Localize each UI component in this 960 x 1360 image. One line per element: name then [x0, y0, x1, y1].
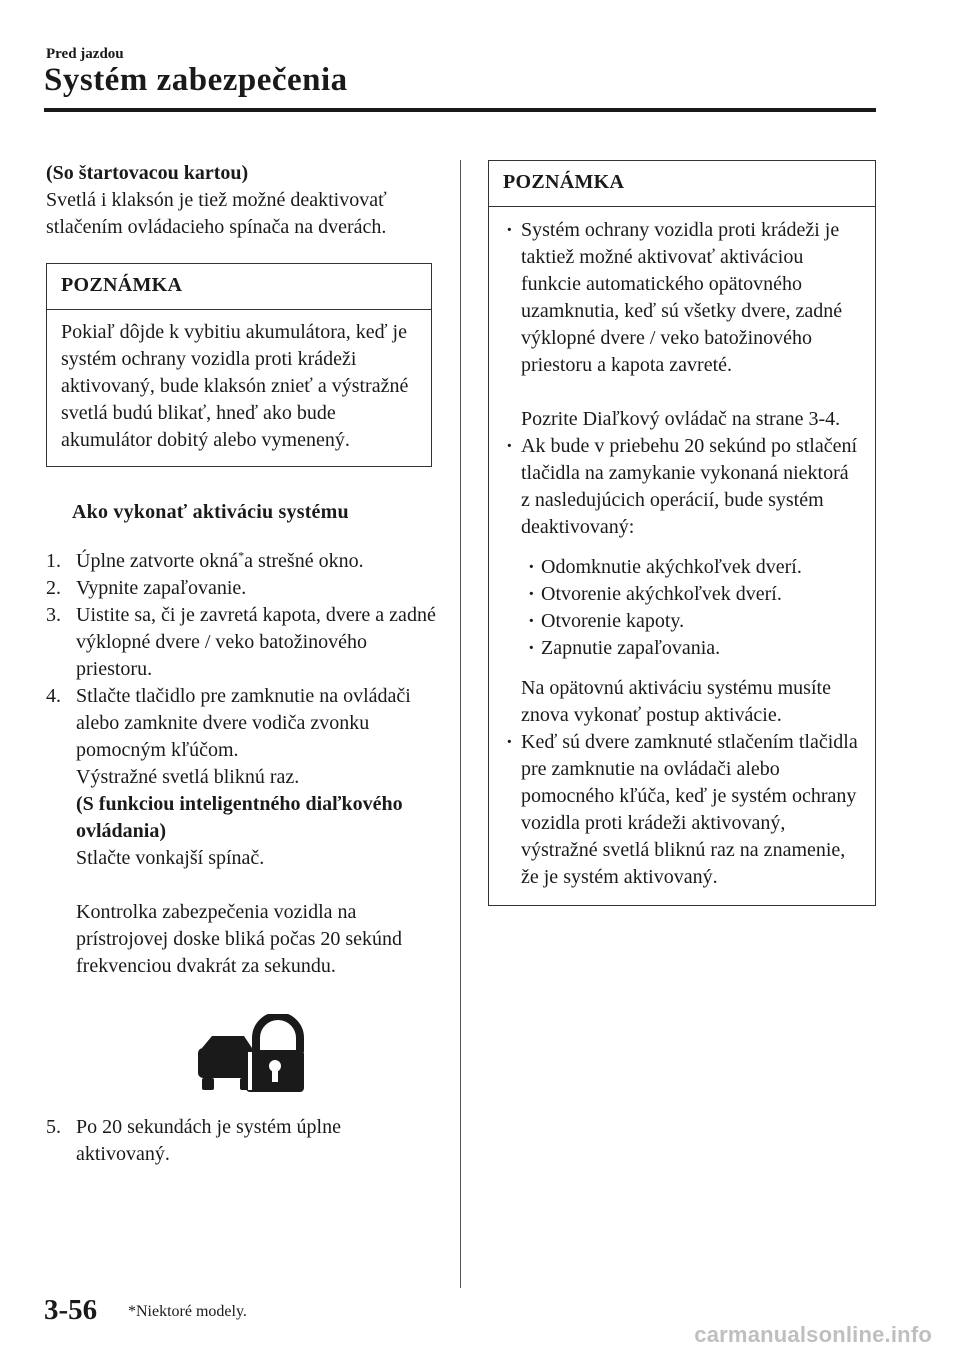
step-item [46, 602, 436, 683]
smart-key-heading: (S funkciou inteligentného diaľkového ovládania) [76, 793, 403, 842]
bullet-text: · Keď sú dvere zamknuté stlačením tlačidla pre zamknutie na ovládači alebo pomocného kľúča, keď je systém ochrany vozidla proti krádeži aktivovaný, výstražné svetlá bliknú raz na znamenie, že je systém aktivovaný. [521, 731, 858, 888]
section-kicker: Pred jazdou [46, 46, 124, 62]
security-lock-indicator-icon [198, 1014, 304, 1092]
note-bullet [489, 433, 861, 729]
sub-bullet: · Otvorenie akýchkoľvek dverí. [521, 581, 861, 608]
note-bullet [489, 217, 861, 433]
deactivation-operations [521, 554, 861, 662]
note-box-left [46, 263, 432, 467]
title-rule [44, 108, 876, 112]
column-divider [460, 160, 461, 1288]
note-bullet-list [489, 217, 861, 891]
step-number: 3. [46, 604, 61, 626]
indicator-paragraph: Kontrolka zabezpečenia vozidla na prístrojovej doske bliká počas 20 sekúnd frekvenciou dvakrát za sekundu. [76, 901, 403, 977]
sub-bullet: · Zapnutie zapaľovania. [521, 635, 861, 662]
step-item [46, 683, 436, 980]
step-text: Uistite sa, či je zavretá kapota, dvere a zadné výklopné dvere / veko batožinového priestoru. [76, 604, 436, 680]
note-body: Pokiaľ dôjde k vybitiu akumulátora, keď je systém ochrany vozidla proti krádeži aktivovaný, bude klaksón znieť a výstražné svetlá budú blikať, hneď ako bude akumulátor dobitý alebo vymenený. [61, 321, 409, 451]
card-variant-heading: (So štartovacou kartou) [46, 162, 249, 184]
note-heading: POZNÁMKA [489, 161, 875, 207]
note-heading: POZNÁMKA [47, 264, 431, 310]
step-text: Úplne zatvorte okná [76, 550, 239, 572]
watermark: carmanualsonline.info [694, 1322, 932, 1347]
sub-bullet: · Otvorenie kapoty. [521, 608, 861, 635]
right-column [488, 160, 876, 906]
step-number: 1. [46, 550, 61, 572]
page-number: 3-56 [44, 1294, 98, 1326]
left-column [46, 160, 436, 1168]
step-text-after: a strešné okno. [244, 550, 364, 572]
step-item [46, 575, 436, 602]
step-item [46, 1114, 436, 1168]
step-number: 5. [46, 1116, 61, 1138]
lead-paragraph: Svetlá i klaksón je tiež možné deaktivovať stlačením ovládacieho spínača na dverách. [46, 189, 387, 238]
activation-subheading: Ako vykonať aktiváciu systému [72, 501, 349, 523]
note-box-right [488, 160, 876, 906]
footnote: *Niektoré modely. [128, 1303, 247, 1320]
step-item [46, 548, 436, 575]
step-followup: Výstražné svetlá bliknú raz. [76, 766, 300, 788]
activation-steps [46, 548, 436, 980]
bullet-text: · Ak bude v priebehu 20 sekúnd po stlačení tlačidla na zamykanie vykonaná niektorá z nasledujúcich operácií, bude systém deaktivovaný: [521, 435, 858, 538]
bullet-text: · Systém ochrany vozidla proti krádeži je taktiež možné aktivovať aktiváciou funkcie automatického opätovného uzamknutia, keď sú všetky dvere, zadné výklopné dvere / veko batožinového priestoru a kapota zavreté. [521, 219, 843, 376]
page-reference: Pozrite Diaľkový ovládač na strane 3-4. [521, 408, 841, 430]
sub-bullet: · Odomknutie akýchkoľvek dverí. [521, 554, 861, 581]
step-text: Stlačte tlačidlo pre zamknutie na ovládači alebo zamknite dvere vodiča zvonku pomocným kľúčom. [76, 685, 411, 761]
step-number: 2. [46, 577, 61, 599]
step-text: Vypnite zapaľovanie. [76, 577, 247, 599]
bullet-followup: Na opätovnú aktiváciu systému musíte znova vykonať postup aktivácie. [521, 677, 831, 726]
activation-steps-final [46, 1114, 436, 1168]
step-number: 4. [46, 685, 61, 707]
footnote-marker: * [238, 548, 245, 563]
smart-key-text: Stlačte vonkajší spínač. [76, 847, 265, 869]
page-title: Systém zabezpečenia [44, 62, 348, 98]
step-text: Po 20 sekundách je systém úplne aktivovaný. [76, 1116, 341, 1165]
note-bullet [489, 729, 861, 891]
